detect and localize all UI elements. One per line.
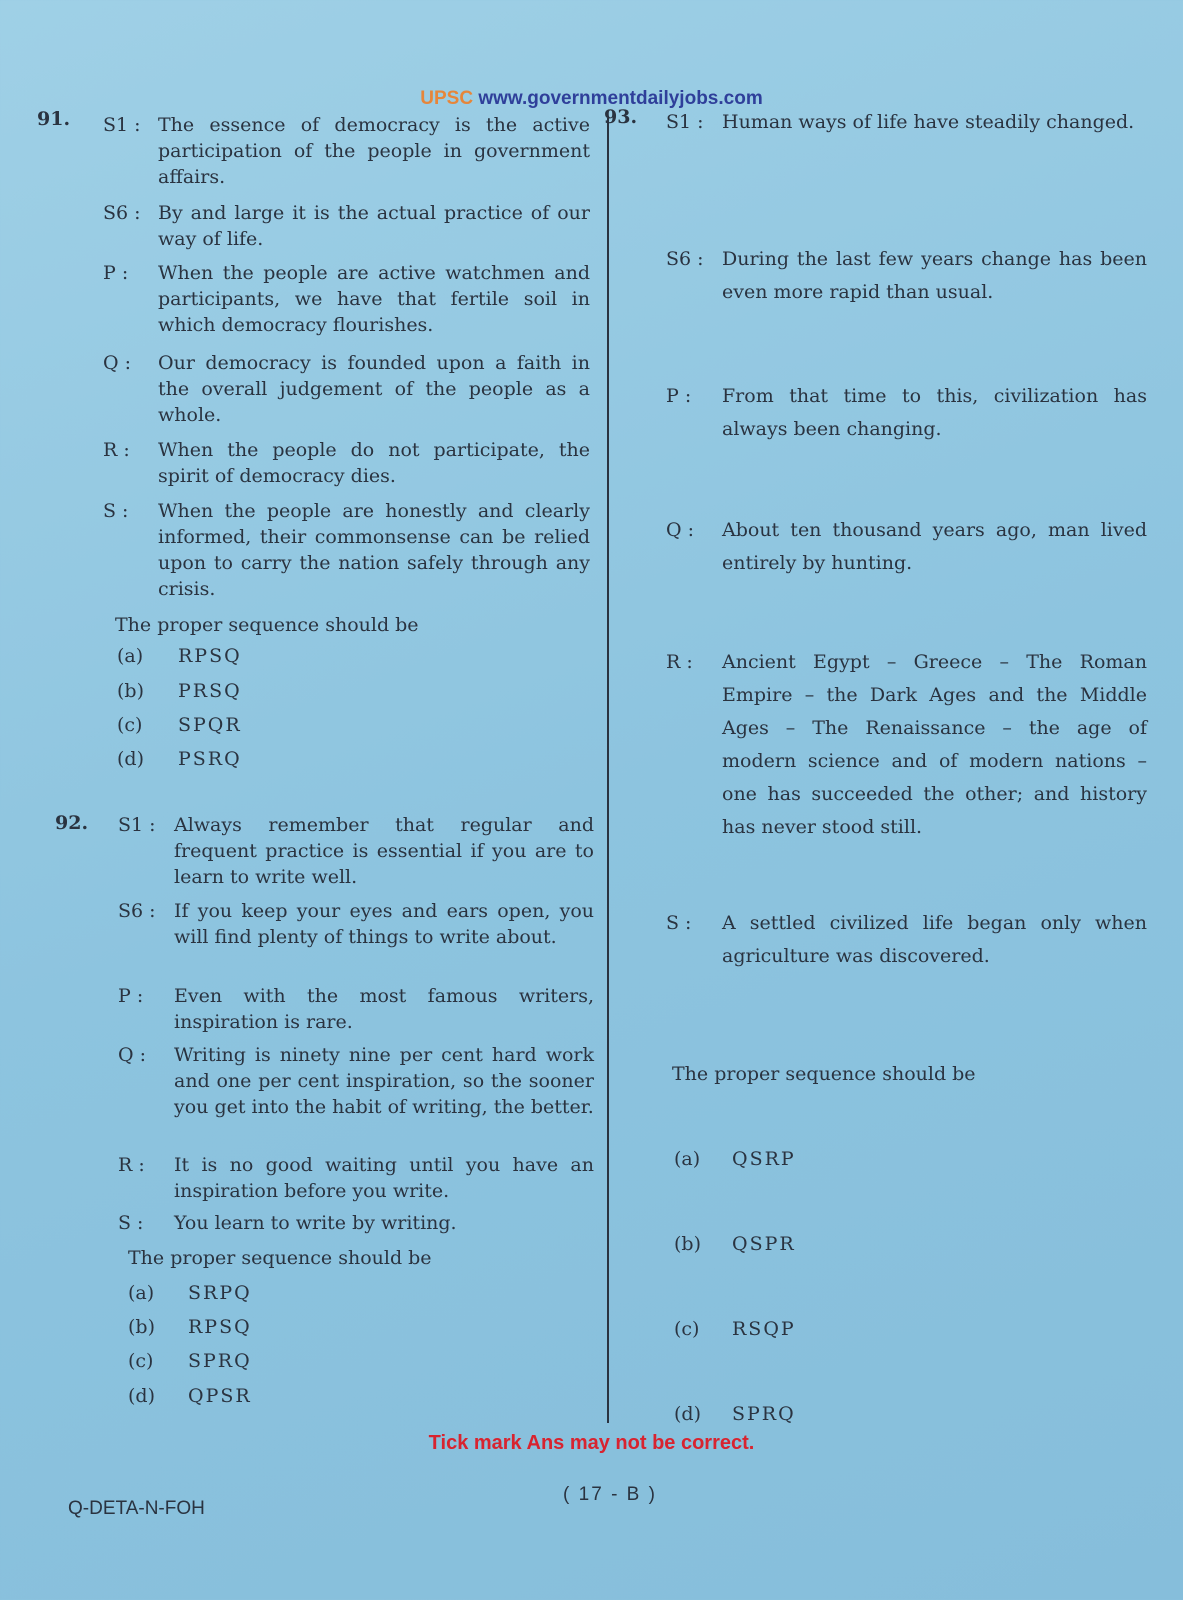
- watermark-prefix: UPSC: [420, 88, 474, 109]
- option-label: (a): [117, 645, 144, 667]
- sequence-prompt: The proper sequence should be: [128, 1247, 432, 1269]
- statement: [666, 106, 1147, 133]
- statement-text: It is no good waiting until you have an inspiration before you write.: [174, 1154, 594, 1202]
- statement: [103, 112, 590, 188]
- option-value: SPRQ: [188, 1350, 252, 1372]
- option-value: QPSR: [188, 1385, 252, 1407]
- statement-label: P :: [103, 262, 129, 284]
- disclaimer-note: Tick mark Ans may not be correct.: [428, 1432, 755, 1454]
- statement: [118, 1210, 594, 1234]
- statement: [103, 260, 590, 336]
- option-label: (a): [674, 1148, 701, 1170]
- statement-label: S :: [103, 500, 129, 522]
- answer-option[interactable]: [674, 1233, 796, 1255]
- question-number: 92.: [55, 812, 89, 834]
- statement-label: S :: [118, 1212, 144, 1234]
- watermark-site: www.governmentdailyjobs.com: [478, 88, 763, 109]
- statement-text: Human ways of life have steadily changed.: [722, 111, 1135, 133]
- option-label: (a): [128, 1282, 155, 1304]
- statement: [118, 898, 594, 948]
- statement: [118, 983, 594, 1033]
- question-number: 91.: [37, 108, 71, 130]
- answer-option[interactable]: [674, 1148, 796, 1170]
- statement-text: Ancient Egypt – Greece – The Roman Empire – the Dark Ages and the Middle Ages – The Renaissance – the age of modern science and of modern nations – one has succeeded the other; and history has never stood still.: [722, 651, 1147, 838]
- option-label: (b): [128, 1316, 155, 1338]
- paper-code: Q-DETA-N-FOH: [68, 1498, 205, 1519]
- answer-option[interactable]: [117, 748, 242, 770]
- statement: [666, 514, 1147, 574]
- statement-label: S6 :: [118, 900, 156, 922]
- answer-option[interactable]: [674, 1318, 796, 1340]
- statement-text: When the people do not participate, the spirit of democracy dies.: [158, 439, 590, 487]
- statement-text: About ten thousand years ago, man lived entirely by hunting.: [722, 519, 1147, 574]
- answer-option[interactable]: [128, 1282, 252, 1304]
- answer-option[interactable]: [117, 645, 242, 667]
- statement-text: From that time to this, civilization has always been changing.: [722, 385, 1147, 440]
- option-value: QSPR: [732, 1233, 796, 1255]
- answer-option[interactable]: [117, 680, 242, 702]
- statement-label: R :: [103, 439, 130, 461]
- statement: [118, 812, 594, 888]
- statement-text: When the people are honestly and clearly informed, their commonsense can be relied upon to carry the nation safely through any crisis.: [158, 500, 590, 600]
- statement: [103, 437, 590, 487]
- statement-label: S1 :: [118, 814, 156, 836]
- statement: [118, 1152, 594, 1202]
- option-label: (d): [128, 1385, 155, 1407]
- statement-text: Always remember that regular and frequent practice is essential if you are to learn to write well.: [174, 814, 594, 888]
- page-number: ( 17 - B ): [563, 1484, 657, 1505]
- statement-label: P :: [118, 985, 144, 1007]
- statement-text: A settled civilized life began only when agriculture was discovered.: [722, 912, 1147, 967]
- answer-option[interactable]: [128, 1316, 252, 1338]
- statement-text: If you keep your eyes and ears open, you will find plenty of things to write about.: [174, 900, 594, 948]
- statement-text: You learn to write by writing.: [174, 1212, 457, 1234]
- statement-text: When the people are active watchmen and participants, we have that fertile soil in which democracy flourishes.: [158, 262, 590, 336]
- statement-label: S1 :: [666, 111, 704, 133]
- option-value: QSRP: [732, 1148, 796, 1170]
- statement-text: The essence of democracy is the active participation of the people in government affairs.: [158, 114, 590, 188]
- statement-label: P :: [666, 385, 692, 407]
- option-value: RPSQ: [178, 645, 242, 667]
- option-label: (c): [674, 1318, 700, 1340]
- statement: [118, 1042, 594, 1118]
- statement-label: Q :: [666, 519, 695, 541]
- statement-text: Even with the most famous writers, inspiration is rare.: [174, 985, 594, 1033]
- statement-label: S6 :: [103, 202, 141, 224]
- answer-option[interactable]: [674, 1403, 796, 1425]
- option-value: PSRQ: [178, 748, 242, 770]
- option-value: RPSQ: [188, 1316, 252, 1338]
- statement: [103, 200, 590, 250]
- option-label: (b): [674, 1233, 701, 1255]
- option-value: SPQR: [178, 714, 242, 736]
- option-value: PRSQ: [178, 680, 242, 702]
- statement: [666, 646, 1147, 838]
- statement-label: Q :: [118, 1044, 147, 1066]
- answer-option[interactable]: [128, 1385, 252, 1407]
- statement-label: S1 :: [103, 114, 141, 136]
- option-label: (c): [117, 714, 143, 736]
- column-divider: [607, 118, 609, 1423]
- statement-text: By and large it is the actual practice of our way of life.: [158, 202, 590, 250]
- statement: [103, 498, 590, 600]
- statement-label: S6 :: [666, 248, 704, 270]
- statement-label: R :: [666, 651, 693, 673]
- option-value: RSQP: [732, 1318, 796, 1340]
- option-label: (d): [117, 748, 144, 770]
- statement: [666, 243, 1147, 303]
- sequence-prompt: The proper sequence should be: [672, 1063, 976, 1085]
- question-number: 93.: [604, 106, 638, 128]
- statement: [666, 907, 1147, 967]
- option-label: (d): [674, 1403, 701, 1425]
- statement-text: Writing is ninety nine per cent hard work and one per cent inspiration, so the sooner you get into the habit of writing, the better.: [174, 1044, 594, 1118]
- statement-label: R :: [118, 1154, 145, 1176]
- statement-label: S :: [666, 912, 692, 934]
- sequence-prompt: The proper sequence should be: [115, 614, 419, 636]
- statement: [103, 350, 590, 426]
- option-label: (c): [128, 1350, 154, 1372]
- statement: [666, 380, 1147, 440]
- statement-text: Our democracy is founded upon a faith in the overall judgement of the people as a whole.: [158, 352, 590, 426]
- statement-text: During the last few years change has been even more rapid than usual.: [722, 248, 1147, 303]
- option-value: SRPQ: [188, 1282, 252, 1304]
- option-value: SPRQ: [732, 1403, 796, 1425]
- option-label: (b): [117, 680, 144, 702]
- answer-option[interactable]: [117, 714, 242, 736]
- statement-label: Q :: [103, 352, 132, 374]
- answer-option[interactable]: [128, 1350, 252, 1372]
